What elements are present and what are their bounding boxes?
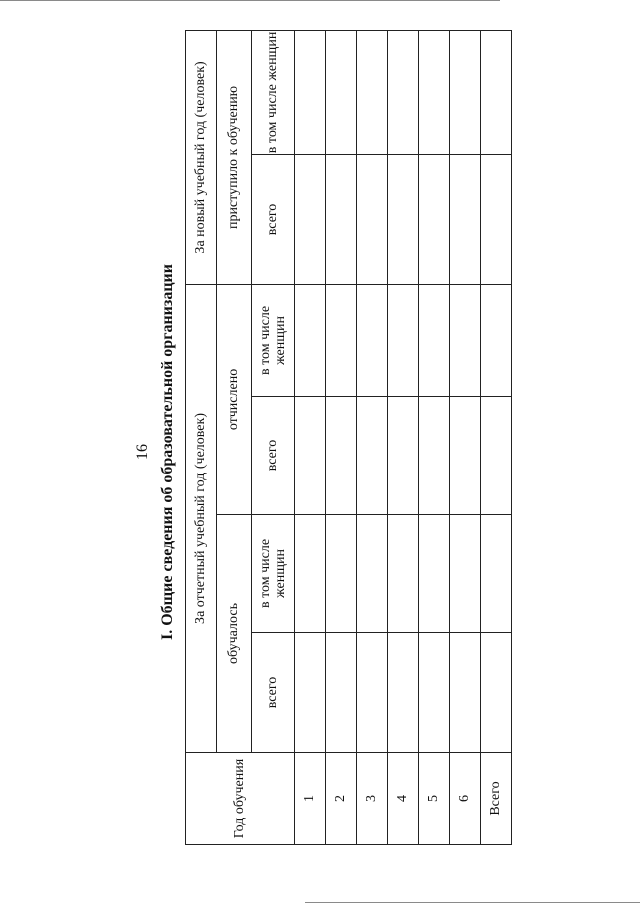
data-cell	[450, 284, 481, 396]
row-label: 6	[450, 753, 481, 845]
data-cell	[450, 30, 481, 154]
table-row-total	[481, 30, 512, 844]
data-cell	[481, 515, 512, 633]
row-label: 2	[326, 753, 357, 845]
data-cell	[481, 154, 512, 284]
data-cell	[388, 154, 419, 284]
data-cell	[357, 515, 388, 633]
expelled-header: отчислено	[217, 284, 252, 514]
data-cell	[295, 30, 326, 154]
table-row	[450, 30, 481, 844]
data-cell	[419, 284, 450, 396]
row-label: 3	[357, 753, 388, 845]
data-cell	[326, 633, 357, 753]
header-row-1	[186, 30, 217, 844]
data-cell	[481, 30, 512, 154]
data-cell	[326, 515, 357, 633]
data-cell	[326, 154, 357, 284]
data-cell	[419, 30, 450, 154]
studied-women-header: в том числе женщин	[252, 515, 295, 633]
row-label: 1	[295, 753, 326, 845]
data-cell	[419, 154, 450, 284]
data-cell	[388, 515, 419, 633]
data-cell	[388, 30, 419, 154]
data-cell	[450, 633, 481, 753]
data-cell	[357, 154, 388, 284]
data-cell	[419, 397, 450, 515]
data-cell	[357, 397, 388, 515]
data-cell	[326, 284, 357, 396]
enrolled-women-header: в том числе женщин	[252, 30, 295, 154]
studied-header: обучалось	[217, 515, 252, 753]
row-label: 4	[388, 753, 419, 845]
page-number: 16	[134, 444, 151, 460]
studied-total-header: всего	[252, 633, 295, 753]
data-cell	[295, 397, 326, 515]
data-cell	[481, 397, 512, 515]
data-cell	[450, 154, 481, 284]
table-row	[357, 30, 388, 844]
data-cell	[388, 397, 419, 515]
data-cell	[388, 633, 419, 753]
data-cell	[481, 633, 512, 753]
data-cell	[419, 633, 450, 753]
section-title: I. Общие сведения об образовательной организации	[159, 264, 176, 641]
expelled-total-header: всего	[252, 397, 295, 515]
data-cell	[450, 397, 481, 515]
scan-bottom-edge	[305, 902, 640, 903]
header-row-2	[217, 30, 252, 844]
data-cell	[357, 284, 388, 396]
table-row	[419, 30, 450, 844]
data-cell	[450, 515, 481, 633]
expelled-women-header: в том числе женщин	[252, 284, 295, 396]
education-stats-table	[185, 30, 512, 845]
data-cell	[481, 284, 512, 396]
enrolled-total-header: всего	[252, 154, 295, 284]
data-cell	[295, 154, 326, 284]
year-header: Год обучения	[186, 753, 295, 845]
header-row-3	[252, 30, 295, 844]
table-row	[388, 30, 419, 844]
data-cell	[326, 397, 357, 515]
row-label-total: Всего	[481, 753, 512, 845]
enrolled-header: приступило к обучению	[217, 30, 252, 284]
table-row	[326, 30, 357, 844]
table-row	[295, 30, 326, 844]
data-cell	[295, 284, 326, 396]
data-cell	[357, 30, 388, 154]
data-cell	[419, 515, 450, 633]
scan-top-edge	[0, 0, 500, 1]
rotated-page	[10, 12, 630, 892]
data-cell	[357, 633, 388, 753]
data-cell	[295, 515, 326, 633]
new-year-header: За новый учебный год (человек)	[186, 30, 217, 284]
data-cell	[326, 30, 357, 154]
data-cell	[295, 633, 326, 753]
row-label: 5	[419, 753, 450, 845]
data-cell	[388, 284, 419, 396]
reporting-year-header: За отчетный учебный год (человек)	[186, 284, 217, 752]
